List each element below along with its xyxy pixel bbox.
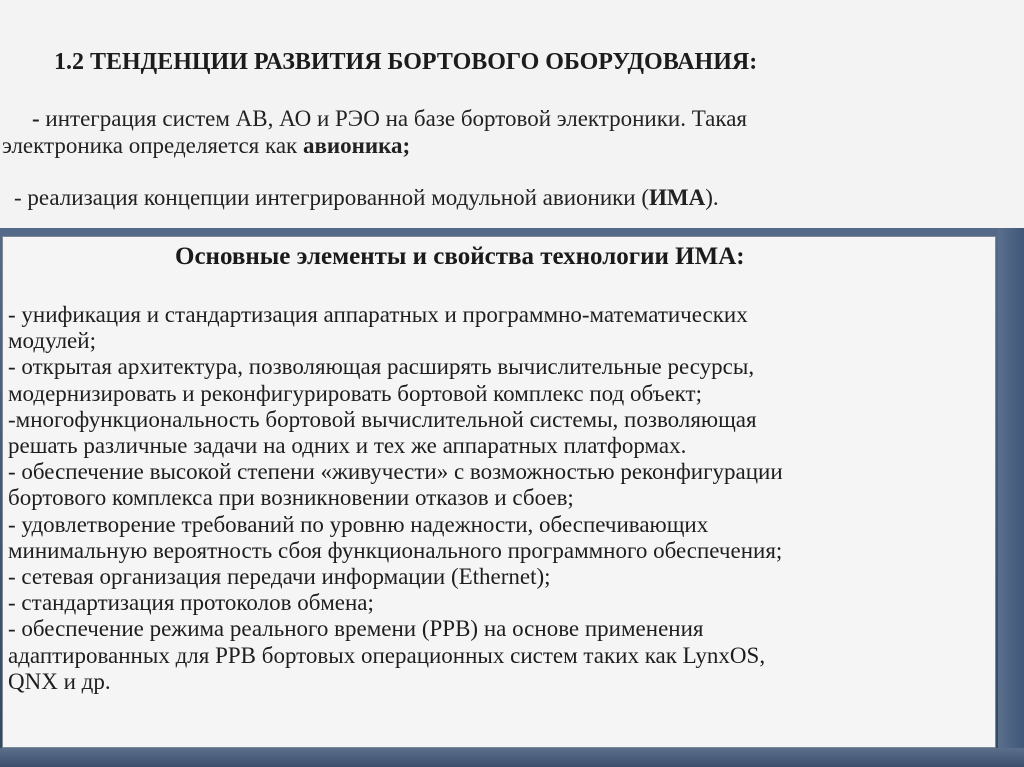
list-line: модернизировать и реконфигурировать бортовой комплекс под объект;	[8, 380, 702, 406]
panel-frame-right	[998, 228, 1024, 767]
top-section	[0, 0, 1024, 228]
bullet-ima-concept	[14, 184, 719, 211]
ima-properties-list	[8, 302, 993, 695]
panel-frame-bottom	[0, 748, 1024, 767]
bullet-integration	[2, 105, 1002, 159]
bullet-ima-text-before: - реализация концепции интегрированной модульной авионики (	[14, 185, 650, 210]
list-line: модулей;	[8, 328, 96, 354]
list-line: минимальную вероятность сбоя функционального программного обеспечения;	[8, 537, 783, 563]
list-line: -многофункциональность бортовой вычислительной системы, позволяющая	[8, 406, 757, 432]
list-line: - удовлетворение требований по уровню надежности, обеспечивающих	[8, 511, 709, 537]
bullet-ima-text-after: ).	[705, 185, 719, 210]
list-line: - обеспечение режима реального времени (РРВ) на основе применения	[8, 616, 704, 642]
list-line: бортового комплекса при возникновении отказов и сбоев;	[8, 485, 574, 511]
slide-heading: 1.2 ТЕНДЕНЦИИ РАЗВИТИЯ БОРТОВОГО ОБОРУДОВАНИЯ:	[54, 49, 758, 75]
list-line: - обеспечение высокой степени «живучести» с возможностью реконфигурации	[8, 459, 783, 485]
bullet-integration-text2: электроника определяется как	[2, 133, 303, 158]
ima-term: ИМА	[649, 185, 706, 210]
bullet-integration-line2	[2, 132, 1002, 159]
list-line: решать различные задачи на одних и тех же аппаратных платформах.	[8, 433, 687, 459]
panel-title: Основные элементы и свойства технологии ИМА:	[175, 243, 745, 270]
bullet-integration-text: интеграция систем АВ, АО и РЭО на базе бортовой электроники. Такая	[39, 106, 748, 131]
list-line: - унификация и стандартизация аппаратных и программно-математических	[8, 302, 748, 327]
list-line: - стандартизация протоколов обмена;	[8, 590, 374, 616]
list-line: - открытая архитектура, позволяющая расширять вычислительные ресурсы,	[8, 354, 755, 380]
list-line: QNX и др.	[8, 668, 111, 694]
bullet-dash: -	[32, 106, 40, 131]
list-line: - сетевая организация передачи информации (Ethernet);	[8, 564, 551, 590]
list-line: адаптированных для РРВ бортовых операционных систем таких как LynxOS,	[8, 642, 766, 668]
bullet-integration-line1	[2, 105, 1002, 132]
avionics-term: авионика;	[302, 133, 411, 158]
